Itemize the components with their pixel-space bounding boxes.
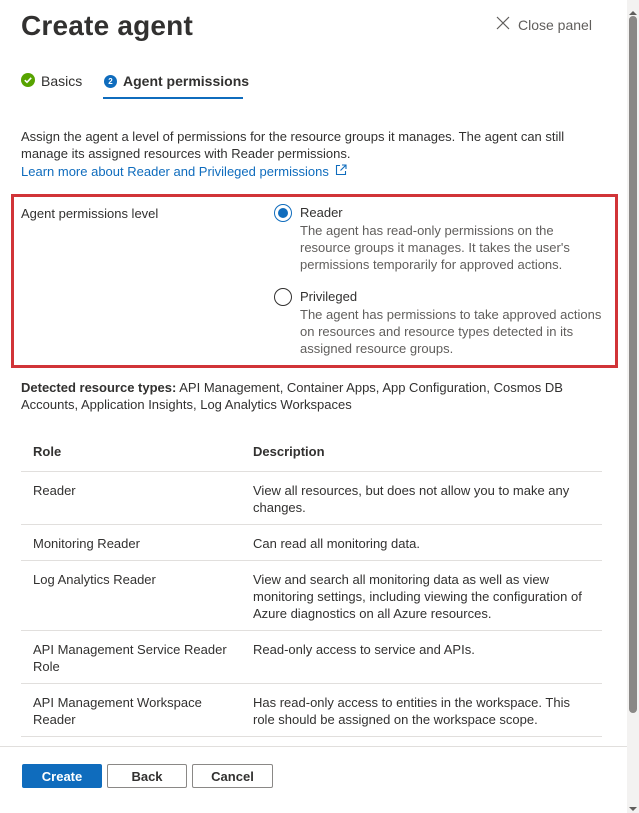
cancel-button[interactable]: Cancel (192, 764, 273, 788)
description-cell: Has read-only access to entities in the workspace. This role should be assigned on the workspace scope. (241, 683, 602, 736)
tab-agent-permissions[interactable] (104, 70, 249, 92)
reader-description: The agent has read-only permissions on the resource groups it manages. It takes the user's permissions temporarily for approved actions. (300, 223, 570, 272)
description-cell: View and search all monitoring data as well as view monitoring settings, including viewing the configuration of Azure diagnostics on all Azure resources. (241, 560, 602, 630)
privileged-radio[interactable] (274, 288, 292, 306)
tab-basics-label: Basics (41, 73, 83, 89)
detected-resource-types (21, 379, 581, 413)
step-number-badge: 2 (104, 75, 117, 88)
permissions-level-label: Agent permissions level (21, 206, 159, 221)
table-row (21, 524, 602, 560)
external-link-icon (335, 164, 347, 179)
description-cell: Read-only access to service and APIs. (241, 630, 602, 683)
table-row (21, 560, 602, 630)
learn-more-label: Learn more about Reader and Privileged permissions (21, 164, 329, 179)
learn-more-link[interactable] (21, 164, 347, 179)
role-cell: Reader (21, 471, 241, 524)
close-icon (496, 16, 510, 33)
roles-table (21, 432, 602, 737)
detected-value: API Management, Container Apps, App Configuration, Cosmos DB Accounts, Application Insights, Log Analytics Workspaces (21, 380, 563, 412)
footer-divider (0, 746, 627, 747)
table-row (21, 630, 602, 683)
scrollbar-thumb[interactable] (629, 16, 637, 713)
reader-radio[interactable] (274, 204, 292, 222)
vertical-scrollbar[interactable] (627, 0, 639, 813)
role-cell: API Management Workspace Reader (21, 683, 241, 736)
close-panel-label: Close panel (518, 16, 592, 33)
privileged-description: The agent has permissions to take approved actions on resources and resource types detected in its assigned resource groups. (300, 307, 602, 356)
checkmark-circle-icon (21, 73, 35, 90)
close-panel-button[interactable] (496, 16, 592, 33)
tab-basics[interactable] (21, 70, 82, 92)
page-title: Create agent (21, 10, 194, 41)
role-cell: Log Analytics Reader (21, 560, 241, 630)
detected-label: Detected resource types: (21, 380, 177, 395)
intro-text: Assign the agent a level of permissions for the resource groups it manages. The agent can still manage its assigned resources with Reader permissions. (21, 129, 565, 161)
description-cell: View all resources, but does not allow you to make any changes. (241, 471, 602, 524)
column-header-role: Role (21, 432, 241, 471)
tab-agent-permissions-label: Agent permissions (123, 73, 250, 89)
column-header-description: Description (241, 432, 602, 471)
table-row (21, 471, 602, 524)
table-header-row (21, 432, 602, 471)
description-cell: Can read all monitoring data. (241, 524, 602, 560)
reader-radio-label: Reader (300, 205, 343, 220)
back-button[interactable]: Back (107, 764, 187, 788)
role-cell: Monitoring Reader (21, 524, 241, 560)
privileged-radio-label: Privileged (300, 289, 358, 304)
role-cell: API Management Service Reader Role (21, 630, 241, 683)
create-button[interactable]: Create (22, 764, 102, 788)
scroll-up-arrow-icon[interactable] (629, 4, 637, 12)
table-row (21, 683, 602, 736)
active-tab-indicator (103, 97, 243, 99)
scroll-down-arrow-icon[interactable] (629, 800, 637, 808)
